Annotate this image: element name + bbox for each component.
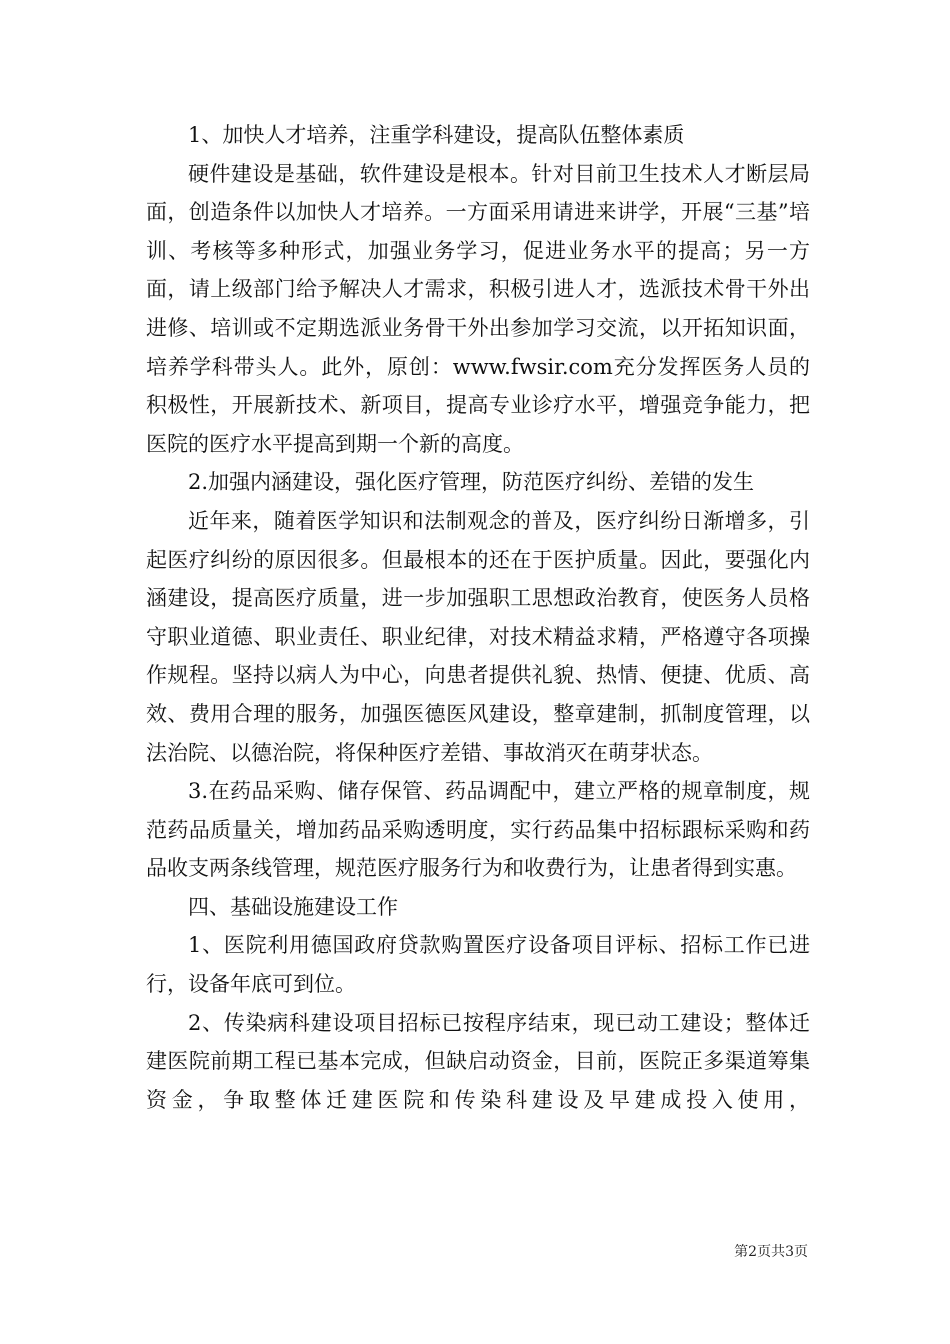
- heading-talent-training: 1、加快人才培养，注重学科建设，提高队伍整体素质: [188, 123, 685, 147]
- paragraph-equipment-loan: 1、医院利用德国政府贷款购置医疗设备项目评标、招标工作已进行，设备年底可到位。: [146, 933, 810, 997]
- heading-infrastructure: 四、基础设施建设工作: [188, 894, 398, 919]
- document-body: [146, 116, 810, 1119]
- paragraph-talent-training: 硬件建设是基础，软件建设是根本。针对目前卫生技术人才断层局面，创造条件以加快人才培养。一方面采用请进来讲学，开展“三基”培训、考核等多种形式，加强业务学习，促进业务水平的提高；另一方面，请上级部门给予解决人才需求，积极引进人才，选派技术骨干外出进修、培训或不定期选派业务骨干外出参加学习交流，以开拓知识面，培养学科带头人。此外，原创：www.fwsir.com充分发挥医务人员的积极性，开展新技术、新项目，提高专业诊疗水平，增强竞争能力，把医院的医疗水平提高到期一个新的高度。: [146, 161, 810, 456]
- heading-medical-management: 2.加强内涵建设，强化医疗管理，防范医疗纠纷、差错的发生: [188, 470, 755, 495]
- page-number: 第2页共3页: [734, 1244, 808, 1260]
- paragraph-drug-procurement: 3.在药品采购、储存保管、药品调配中，建立严格的规章制度，规范药品质量关，增加药品采购透明度，实行药品集中招标跟标采购和药品收支两条线管理，规范医疗服务行为和收费行为，让患者得到实惠。: [146, 779, 810, 881]
- paragraph-infectious-dept: 2、传染病科建设项目招标已按程序结束，现已动工建设；整体迁建医院前期工程已基本完成，但缺启动资金，目前，医院正多渠道筹集资金，争取整体迁建医院和传染科建设及早建成投入使用，: [146, 1010, 810, 1112]
- paragraph-medical-management: 近年来，随着医学知识和法制观念的普及，医疗纠纷日渐增多，引起医疗纠纷的原因很多。但最根本的还在于医护质量。因此，要强化内涵建设，提高医疗质量，进一步加强职工思想政治教育，使医务人员格守职业道德、职业责任、职业纪律，对技术精益求精，严格遵守各项操作规程。坚持以病人为中心，向患者提供礼貌、热情、便捷、优质、高效、费用合理的服务，加强医德医风建设，整章建制，抓制度管理，以法治院、以德治院，将保种医疗差错、事故消灭在萌芽状态。: [146, 508, 810, 765]
